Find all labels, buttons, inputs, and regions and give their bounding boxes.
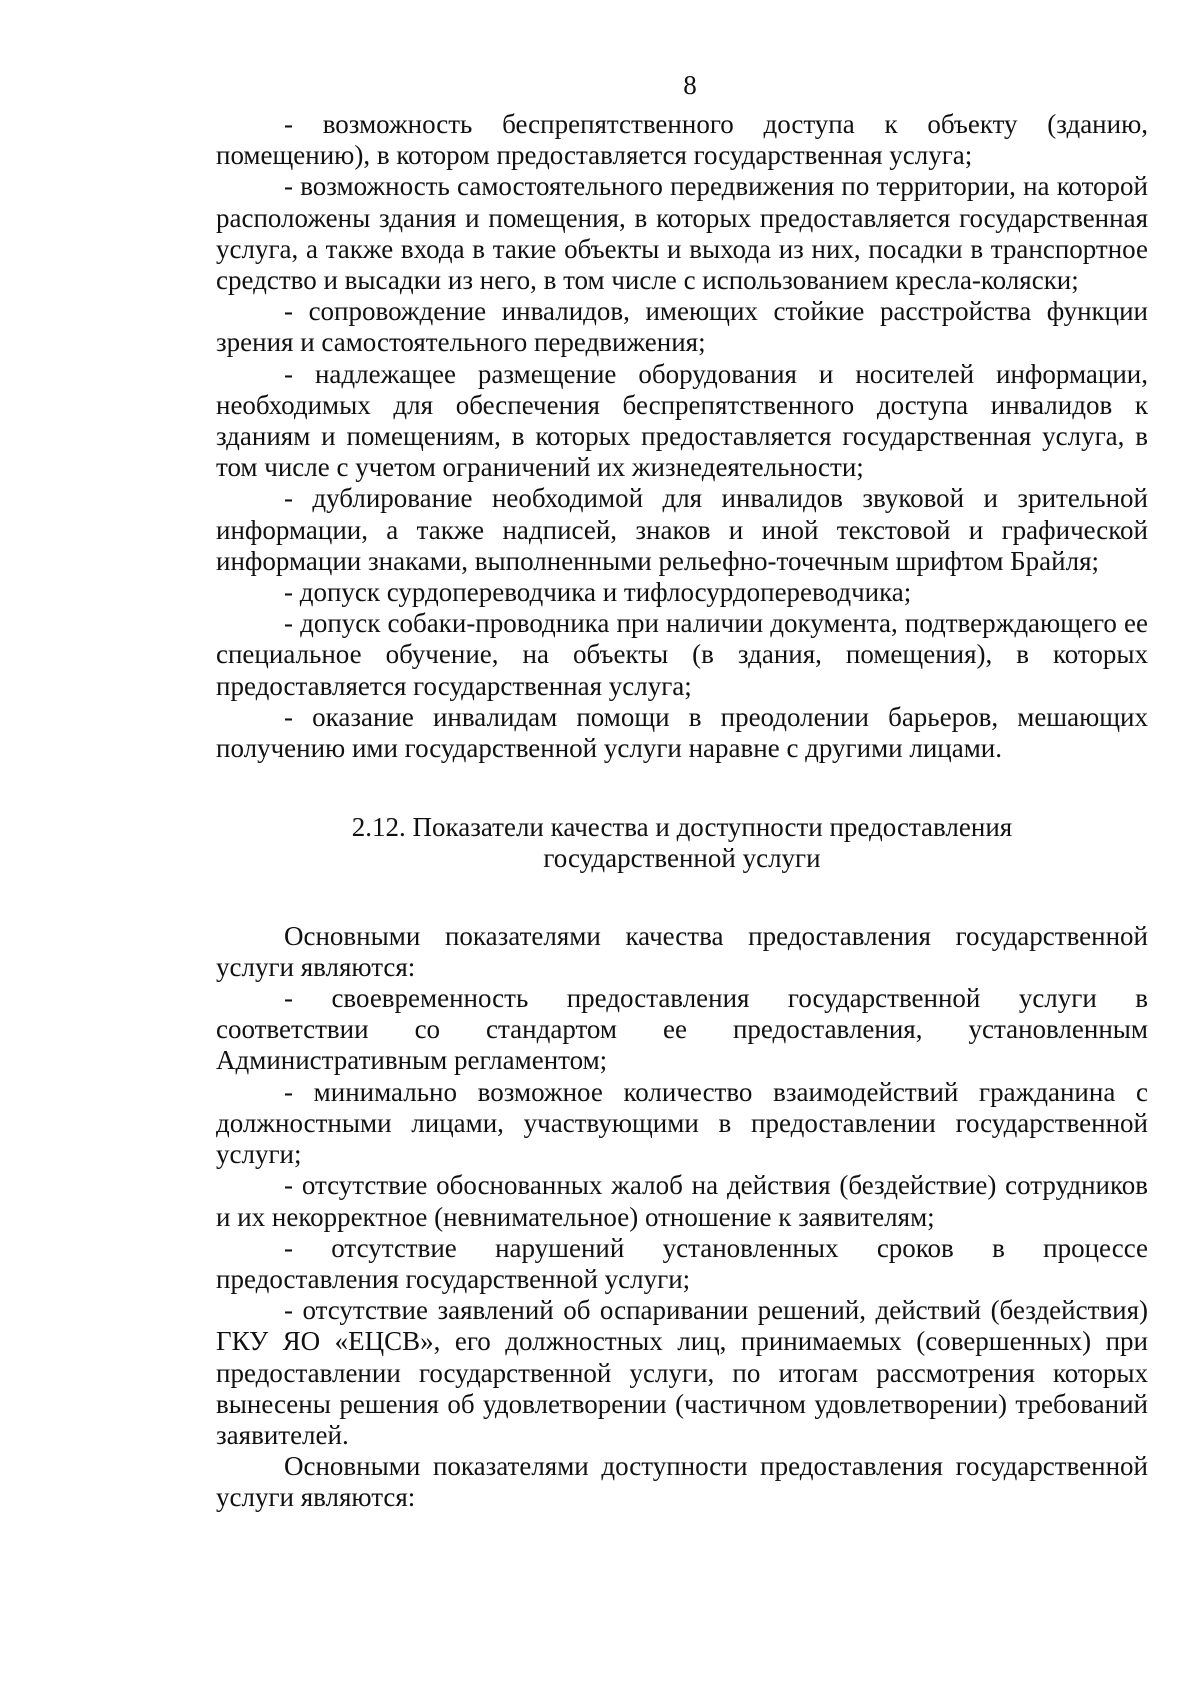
paragraph-equipment-placement: - надлежащее размещение оборудования и носителей информации, необходимых для обеспечения беспрепятственного доступа инвалидов к зданиям и помещениям, в которых предоставляется государственная услуга, в том числе с учетом ограничений их жизнедеятельности; bbox=[216, 358, 1148, 483]
paragraph-accessibility-indicators-intro: Основными показателями доступности предоставления государственной услуги являются: bbox=[216, 1451, 1148, 1513]
paragraph-access-to-object: - возможность беспрепятственного доступа к объекту (зданию, помещению), в котором предоставляется государственная услуга; bbox=[216, 109, 1148, 171]
paragraph-timeliness: - своевременность предоставления государственной услуги в соответствии со стандартом ее предоставления, установленным Административным регламентом; bbox=[216, 983, 1148, 1076]
section-heading-line-1: 2.12. Показатели качества и доступности предоставления bbox=[351, 812, 1013, 843]
paragraph-no-appeals: - отсутствие заявлений об оспаривании решений, действий (бездействия) ГКУ ЯО «ЕЦСВ», его должностных лиц, принимаемых (совершенных) при предоставлении государственной услуги, по итогам рассмотрения которых вынесены решения об удовлетворении (частичном удовлетворении) требований заявителей. bbox=[216, 1295, 1148, 1450]
paragraph-no-complaints: - отсутствие обоснованных жалоб на действия (бездействие) сотрудников и их некорректное (невнимательное) отношение к заявителям; bbox=[216, 1170, 1148, 1232]
document-body bbox=[216, 109, 1148, 1514]
paragraph-escort-of-disabled: - сопровождение инвалидов, имеющих стойкие расстройства функции зрения и самостоятельного передвижения; bbox=[216, 296, 1148, 358]
paragraph-minimal-interactions: - минимально возможное количество взаимодействий гражданина с должностными лицами, участвующими в предоставлении государственной услуги; bbox=[216, 1076, 1148, 1170]
paragraph-quality-indicators-intro: Основными показателями качества предоставления государственной услуги являются: bbox=[216, 920, 1148, 982]
section-heading-line-2: государственной услуги bbox=[543, 843, 821, 874]
paragraph-no-deadline-violations: - отсутствие нарушений установленных сроков в процессе предоставления государственной услуги; bbox=[216, 1232, 1148, 1294]
paragraph-independent-movement: - возможность самостоятельного передвижения по территории, на которой расположены здания и помещения, в которых предоставляется государственная услуга, а также входа в такие объекты и выхода из них, посадки в транспортное средство и высадки из него, в том числе с использованием кресла-коляски; bbox=[216, 171, 1148, 296]
paragraph-duplication-of-information: - дублирование необходимой для инвалидов звуковой и зрительной информации, а также надписей, знаков и иной текстовой и графической информации знаками, выполненными рельефно-точечным шрифтом Брайля; bbox=[216, 483, 1148, 576]
section-heading bbox=[216, 812, 1148, 874]
paragraph-sign-language-interpreter: - допуск сурдопереводчика и тифлосурдопереводчика; bbox=[284, 577, 912, 608]
paragraph-guide-dog: - допуск собаки-проводника при наличии документа, подтверждающего ее специальное обучение, на объекты (в здания, помещения), в которых предоставляется государственная услуга; bbox=[216, 608, 1148, 701]
paragraph-assistance-overcoming-barriers: - оказание инвалидам помощи в преодолении барьеров, мешающих получению ими государственной услуги наравне с другими лицами. bbox=[216, 701, 1148, 764]
page-number: 8 bbox=[683, 70, 697, 100]
